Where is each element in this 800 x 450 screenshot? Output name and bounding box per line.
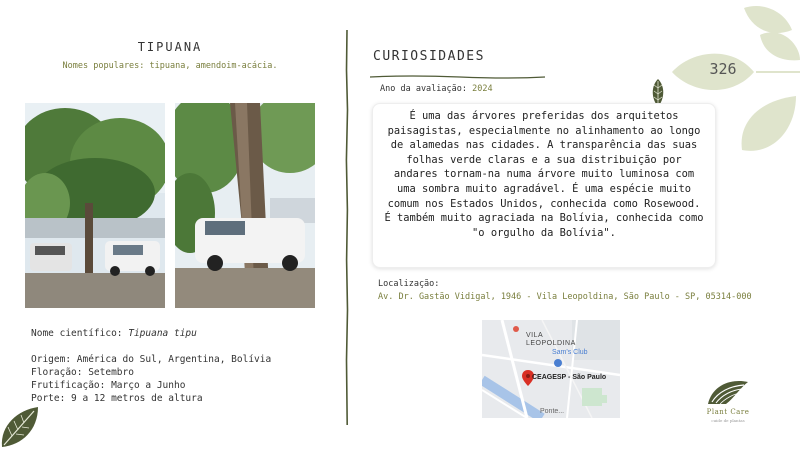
scientific-name-label: Nome científico:	[31, 328, 129, 339]
scientific-name	[31, 328, 197, 339]
column-divider	[344, 30, 350, 425]
origin: Origem: América do Sul, Argentina, Bolívia	[31, 354, 272, 365]
map-place-sams-club: Sam's Club	[552, 349, 588, 356]
map-place-bottom: Ponte...	[540, 408, 565, 415]
flowering: Floração: Setembro	[31, 367, 134, 378]
popular-names: Nomes populares: tipuana, amendoim-acácia.	[62, 61, 278, 71]
scientific-name-value: Tipuana tipu	[128, 328, 197, 339]
curiosities-title: CURIOSIDADES	[373, 49, 485, 64]
map-place-ceagesp: CEAGESP - São Paulo	[532, 374, 607, 381]
tree-photo-2	[175, 103, 315, 308]
tree-size: Porte: 9 a 12 metros de altura	[31, 393, 203, 404]
leaf-decoration-icon	[0, 405, 40, 450]
curiosities-text-box	[372, 103, 716, 268]
evaluation-year	[380, 84, 493, 94]
location-address: Av. Dr. Gastão Vidigal, 1946 - Vila Leopoldina, São Paulo - SP, 05314-000	[378, 292, 752, 302]
plant-care-logo-icon	[704, 378, 750, 410]
location-label: Localização:	[378, 279, 440, 289]
logo-tagline: cuide de plantas	[711, 418, 745, 423]
year-label: Ano da avaliação:	[380, 84, 473, 94]
curiosities-text: É uma das árvores preferidas dos arquitetos paisagistas, especialmente no alinhamento ao longo de alamedas nas cidades. A transparência das suas folhas verde claras e a sua distribuição por andares tornam-na numa árvore muito luminosa com uma sombra muito agradável. É uma espécie muito comum nos Estados Unidos, conhecida como Rosewood. É também muito agraciada na Bolívia, conhecida como "o orgulho da Bolívia".	[384, 110, 704, 239]
logo-name: Plant Care	[706, 408, 750, 416]
tree-number-badge: 326	[709, 60, 737, 78]
tree-photo-1	[25, 103, 165, 308]
title-underline	[370, 65, 545, 71]
fruiting: Frutificação: Março a Junho	[31, 380, 186, 391]
map-area-label: VILA LEOPOLDINA	[526, 332, 576, 347]
location-map[interactable]	[482, 320, 620, 418]
large-leaves-decoration-icon	[672, 0, 800, 179]
year-value: 2024	[472, 84, 493, 94]
species-title: TIPUANA	[137, 40, 203, 54]
